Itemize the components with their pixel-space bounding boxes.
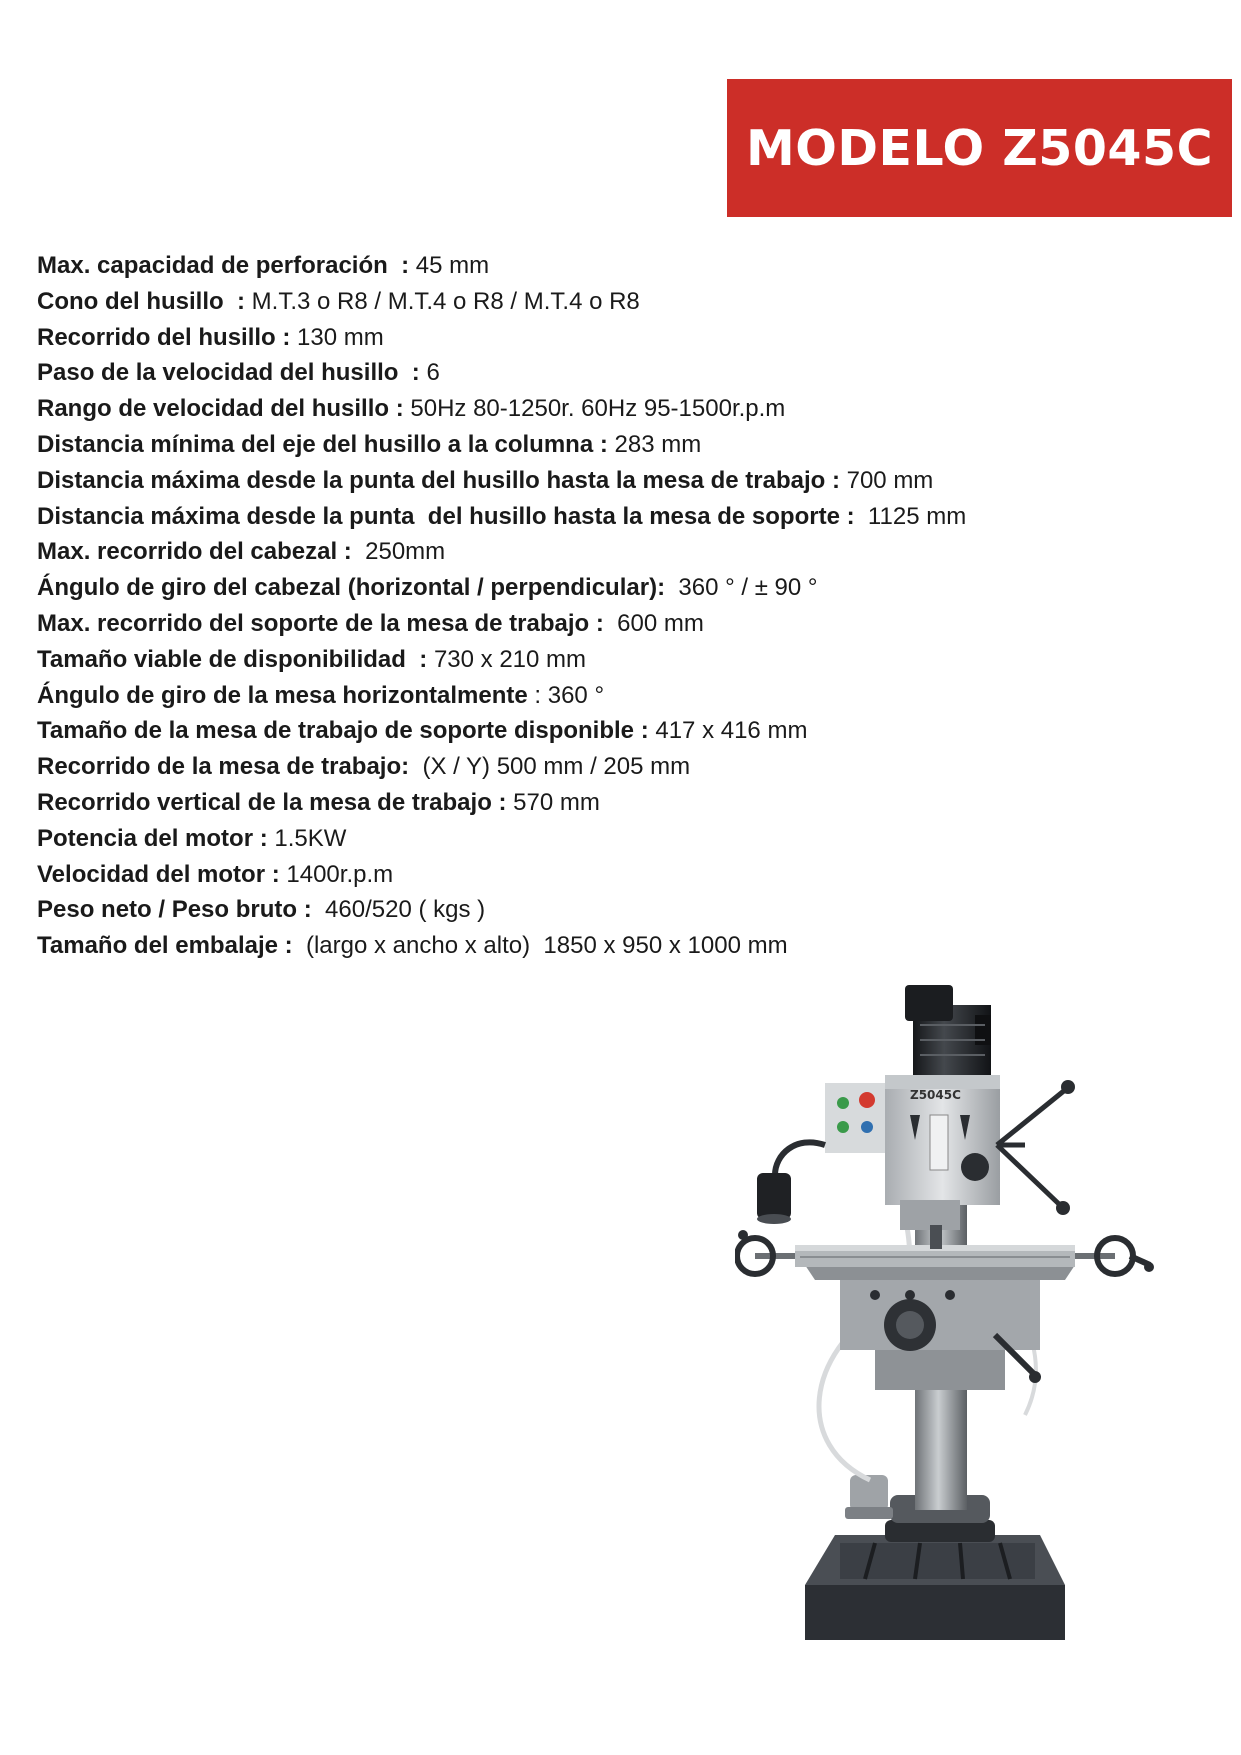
spec-row (37, 427, 1217, 463)
spec-value: 460/520 ( kgs ) (311, 896, 486, 924)
spec-row (37, 391, 1217, 427)
spec-row (37, 570, 1217, 606)
spec-label: Tamaño del embalaje : (37, 932, 293, 960)
spec-value: 570 mm (506, 788, 600, 816)
work-lamp (757, 1142, 825, 1224)
spec-value: 700 mm (839, 466, 934, 494)
spec-label: Peso neto / Peso bruto : (37, 896, 312, 924)
spec-label: Recorrido vertical de la mesa de trabajo : (37, 788, 507, 816)
work-table (795, 1245, 1075, 1390)
spec-value: 250mm (351, 538, 446, 566)
spec-label: Max. recorrido del soporte de la mesa de trabajo : (37, 609, 604, 637)
spec-row (37, 248, 1217, 284)
spec-value: 283 mm (607, 430, 702, 458)
spec-row (37, 642, 1217, 678)
spec-label: Max. recorrido del cabezal : (37, 538, 352, 566)
product-photo (735, 975, 1155, 1665)
spec-label: Distancia mínima del eje del husillo a la columna : (37, 430, 608, 458)
spec-row (37, 713, 1217, 749)
spec-label: Potencia del motor : (37, 824, 268, 852)
spec-value: 6 (419, 359, 440, 387)
spec-value: 1.5KW (267, 824, 347, 852)
spec-row (37, 928, 1217, 964)
machine-head (825, 1075, 1000, 1249)
spec-label: Paso de la velocidad del husillo : (37, 359, 420, 387)
machine-base (805, 1495, 1065, 1640)
model-title-banner (727, 79, 1232, 217)
spec-label: Ángulo de giro del cabezal (horizontal / perpendicular): (37, 574, 666, 602)
spec-label: Distancia máxima desde la punta del husillo hasta la mesa de trabajo : (37, 466, 840, 494)
spec-row (37, 355, 1217, 391)
spec-value: 730 x 210 mm (427, 645, 587, 673)
model-title: MODELO Z5045C (745, 119, 1214, 177)
spec-label: Recorrido de la mesa de trabajo: (37, 753, 410, 781)
head-plate-text: Z5045C (910, 1088, 961, 1102)
spec-value: : 360 ° (527, 681, 605, 709)
drill-press-machine-icon (735, 975, 1155, 1665)
spec-row (37, 606, 1217, 642)
spec-value: 360 ° / ± 90 ° (665, 574, 818, 602)
spec-value: 1125 mm (854, 502, 967, 530)
spec-label: Tamaño viable de disponibilidad : (37, 645, 428, 673)
table-handwheel-left (735, 1230, 795, 1274)
machine-motor (905, 985, 991, 1075)
spec-row (37, 821, 1217, 857)
spec-label: Max. capacidad de perforación : (37, 252, 410, 279)
spec-row (37, 892, 1217, 928)
spec-row (37, 499, 1217, 535)
spec-row (37, 785, 1217, 821)
spec-value: 130 mm (290, 323, 384, 351)
spec-label: Distancia máxima desde la punta del husillo hasta la mesa de soporte : (37, 502, 855, 530)
spec-label: Ángulo de giro de la mesa horizontalmente (37, 681, 528, 709)
spec-row (37, 320, 1217, 356)
spec-row (37, 678, 1217, 714)
spec-row (37, 857, 1217, 893)
spec-label: Tamaño de la mesa de trabajo de soporte disponible : (37, 717, 649, 745)
spec-row (37, 463, 1217, 499)
spec-row (37, 534, 1217, 570)
spec-value: 1400r.p.m (279, 860, 394, 888)
spec-list (37, 248, 1217, 964)
spec-value: M.T.3 o R8 / M.T.4 o R8 / M.T.4 o R8 (244, 287, 640, 315)
spec-value: 50Hz 80-1250r. 60Hz 95-1500r.p.m (403, 395, 786, 423)
spec-label: Recorrido del husillo : (37, 323, 291, 351)
spec-label: Velocidad del motor : (37, 860, 280, 888)
spec-value: 45 mm (409, 252, 490, 279)
spec-label: Cono del husillo : (37, 287, 245, 315)
table-handwheel-right (1075, 1238, 1154, 1274)
spec-value: 417 x 416 mm (648, 717, 808, 745)
spec-row (37, 749, 1217, 785)
spec-value: (X / Y) 500 mm / 205 mm (409, 753, 691, 781)
spec-label: Rango de velocidad del husillo : (37, 395, 404, 423)
spec-row (37, 284, 1217, 320)
spec-value: 600 mm (603, 609, 704, 637)
spec-value: (largo x ancho x alto) 1850 x 950 x 1000 mm (292, 932, 788, 960)
feed-levers (997, 1080, 1075, 1215)
